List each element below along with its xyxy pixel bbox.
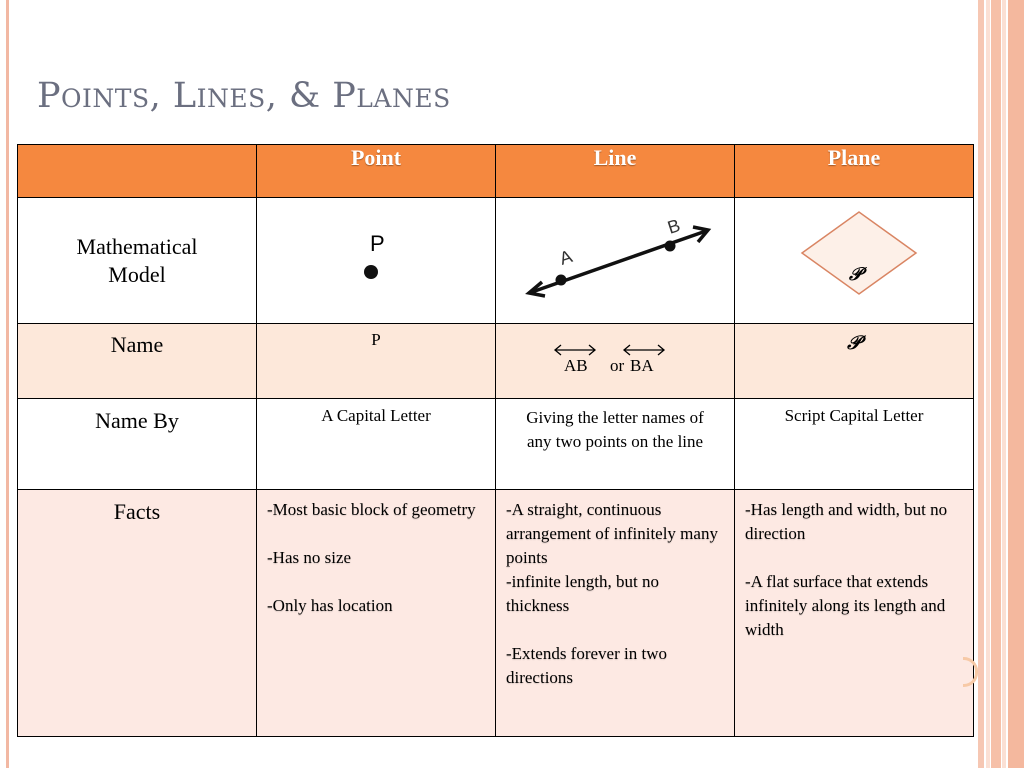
line-name-or: or: [610, 356, 625, 375]
line-facts-list: [496, 490, 734, 690]
name-row: [18, 324, 974, 399]
plane-diagram: [735, 198, 973, 318]
plane-facts-cell: [735, 490, 974, 737]
point-facts-cell: [257, 490, 496, 737]
header-empty: [18, 145, 257, 198]
line-facts-cell: [496, 490, 735, 737]
fact-item: -Most basic block of geometry: [267, 500, 476, 519]
facts-row: [18, 490, 974, 737]
decor-stripe: [1008, 0, 1024, 768]
decor-stripe: [978, 0, 984, 768]
decor-stripe: [986, 0, 990, 768]
decor-stripe: [991, 0, 1001, 768]
plane-diagram-label: 𝒫: [849, 264, 862, 285]
name-by-row: [18, 399, 974, 490]
fact-item: -A flat surface that extends infinitely along its length and width: [745, 572, 946, 639]
point-model-cell: [257, 198, 496, 324]
row-label-name: Name: [18, 324, 257, 399]
line-name-notation: [496, 324, 734, 388]
line-point-a: [556, 275, 567, 286]
line-label-b: B: [665, 215, 683, 238]
line-diagram: [496, 198, 734, 318]
line-name-cell: [496, 324, 735, 399]
point-facts-list: [257, 490, 495, 618]
fact-item: -A straight, continuous arrangement of infinitely many points: [506, 500, 718, 567]
left-border: [6, 0, 9, 768]
point-diagram-label: P: [370, 231, 385, 256]
slide-title: Points, Lines, & Planes: [37, 76, 451, 116]
fact-spacer: [745, 546, 963, 570]
fact-item: -infinite length, but no thickness: [506, 572, 659, 615]
row-label-name-by: Name By: [18, 399, 257, 490]
header-plane: Plane: [735, 145, 974, 198]
decor-stripe: [1002, 0, 1006, 768]
row-label-model: [18, 198, 257, 324]
fact-item: -Has length and width, but no direction: [745, 500, 948, 543]
fact-spacer: [506, 618, 724, 642]
line-name-ba: BA: [630, 356, 654, 375]
point-diagram: [257, 198, 495, 318]
row-label-facts: Facts: [18, 490, 257, 737]
fact-item: -Extends forever in two directions: [506, 644, 667, 687]
fact-item: -Only has location: [267, 596, 393, 615]
fact-spacer: [267, 570, 485, 594]
fact-item: -Has no size: [267, 548, 352, 567]
plane-name-cell: 𝒫: [735, 324, 974, 399]
model-label-text: Mathematical Model: [76, 233, 198, 287]
comparison-table: [17, 144, 974, 737]
line-name-ab: AB: [564, 356, 588, 375]
overarrow-ab: [555, 345, 595, 355]
point-name-by-cell: A Capital Letter: [257, 399, 496, 490]
plane-facts-list: [735, 490, 973, 642]
plane-name-by-cell: Script Capital Letter: [735, 399, 974, 490]
line-label-a: A: [557, 246, 575, 269]
plane-model-cell: [735, 198, 974, 324]
header-point: Point: [257, 145, 496, 198]
line-model-cell: [496, 198, 735, 324]
point-dot: [364, 265, 378, 279]
line-name-by-cell: Giving the letter names of any two points on the line: [496, 399, 735, 490]
header-line: Line: [496, 145, 735, 198]
line-point-b: [665, 241, 676, 252]
decor-arc: [963, 657, 978, 687]
fact-spacer: [267, 522, 485, 546]
point-name-cell: P: [257, 324, 496, 399]
model-row: [18, 198, 974, 324]
header-row: [18, 145, 974, 198]
overarrow-ba: [624, 345, 664, 355]
